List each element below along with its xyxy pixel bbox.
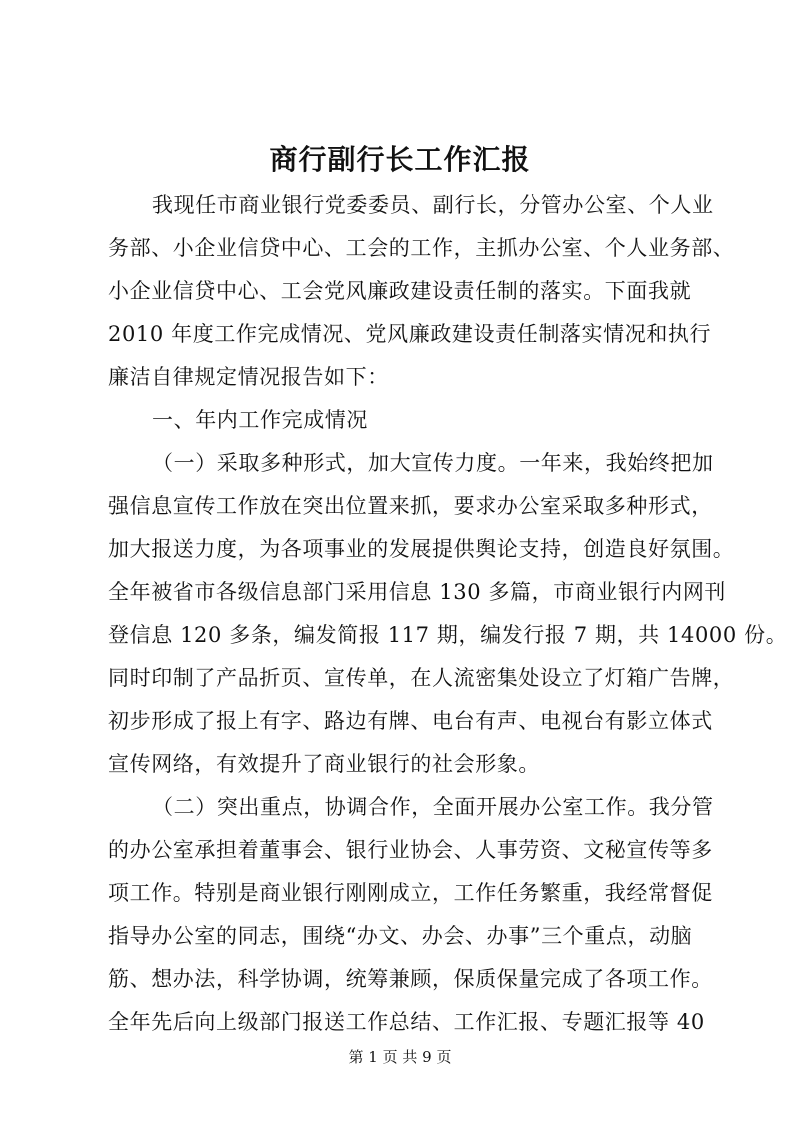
body-line: 指导办公室的同志，围绕“办文、办会、办事”三个重点，动脑 <box>108 924 693 948</box>
body-line: 的办公室承担着董事会、银行业协会、人事劳资、文秘宣传等多 <box>108 838 713 862</box>
body-line: 同时印制了产品折页、宣传单，在人流密集处设立了灯箱广告牌， <box>108 666 735 690</box>
body-line: （一）采取多种形式，加大宣传力度。一年来，我始终把加 <box>152 451 714 475</box>
body-line: 加大报送力度，为各项事业的发展提供舆论支持，创造良好氛围。 <box>108 537 735 561</box>
body-line: 全年先后向上级部门报送工作总结、工作汇报、专题汇报等 40 <box>108 1010 705 1034</box>
body-line: 我现任市商业银行党委委员、副行长，分管办公室、个人业 <box>152 193 714 217</box>
body-line: 宣传网络，有效提升了商业银行的社会形象。 <box>108 752 540 776</box>
section-heading: 一、年内工作完成情况 <box>152 408 368 432</box>
body-line: 廉洁自律规定情况报告如下： <box>108 365 389 389</box>
body-line: 全年被省市各级信息部门采用信息 130 多篇，市商业银行内网刊 <box>108 580 727 604</box>
page-number-footer: 第 1 页 共 9 页 <box>348 1048 452 1066</box>
body-line: 初步形成了报上有字、路边有牌、电台有声、电视台有影立体式 <box>108 709 713 733</box>
body-line: 2010 年度工作完成情况、党风廉政建设责任制落实情况和执行 <box>108 322 712 346</box>
body-line: 务部、小企业信贷中心、工会的工作，主抓办公室、个人业务部、 <box>108 236 735 260</box>
body-line: 登信息 120 多条，编发简报 117 期，编发行报 7 期，共 14000 份。 <box>108 623 788 647</box>
body-line: 小企业信贷中心、工会党风廉政建设责任制的落实。下面我就 <box>108 279 692 303</box>
body-line: 筋、想办法，科学协调，统筹兼顾，保质保量完成了各项工作。 <box>108 967 713 991</box>
body-line: 强信息宣传工作放在突出位置来抓，要求办公室采取多种形式， <box>108 494 713 518</box>
document-title: 商行副行长工作汇报 <box>269 143 531 176</box>
body-line: （二）突出重点，协调合作，全面开展办公室工作。我分管 <box>152 795 714 819</box>
body-line: 项工作。特别是商业银行刚刚成立，工作任务繁重，我经常督促 <box>108 881 713 905</box>
